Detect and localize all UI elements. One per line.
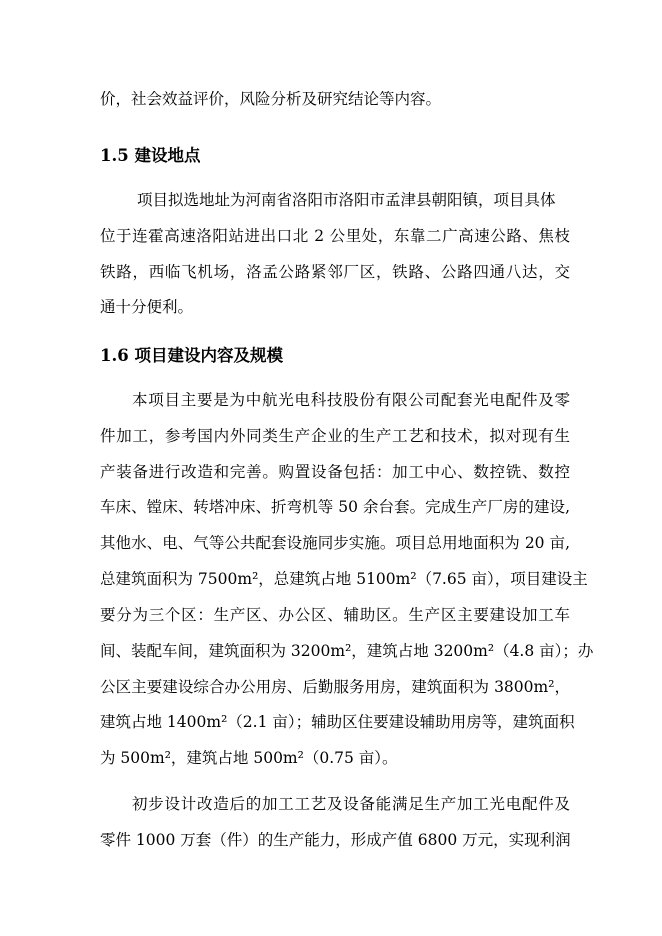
paragraph-line: 为 500m²，建筑占地 500m²（0.75 亩）。 [100,749,398,767]
paragraph-line: 产装备进行改造和完善。购置设备包括：加工中心、数控铣、数控 [100,463,570,481]
paragraph-line: 铁路，西临飞机场，洛孟公路紧邻厂区，铁路、公路四通八达，交 [100,263,570,281]
paragraph-line: 零件 1000 万套（件）的生产能力，形成产值 6800 万元，实现利润 [100,831,571,849]
paragraph-line: 间、装配车间，建筑面积为 3200m²，建筑占地 3200m²（4.8 亩）；办 [100,642,594,660]
paragraph-line: 其他水、电、气等公共配套设施同步实施。项目总用地面积为 20 亩, [100,534,570,552]
paragraph-line: 项目拟选地址为河南省洛阳市洛阳市孟津县朝阳镇，项目具体 [137,191,556,209]
paragraph-line: 价，社会效益评价，风险分析及研究结论等内容。 [100,90,442,108]
section-heading-1-5: 1.5 建设地点 [100,146,201,165]
paragraph-line: 公区主要建设综合办公用房、后勤服务用房，建筑面积为 3800m²， [100,678,570,696]
section-heading-1-6: 1.6 项目建设内容及规模 [100,346,283,365]
paragraph-line: 本项目主要是为中航光电科技股份有限公司配套光电配件及零 [132,391,570,409]
paragraph-line: 通十分便利。 [100,298,194,316]
paragraph-line: 车床、镗床、转塔冲床、折弯机等 50 余台套。完成生产厂房的建设, [100,498,570,516]
paragraph-line: 总建筑面积为 7500m²，总建筑占地 5100m²（7.65 亩），项目建设主 [100,570,588,588]
paragraph-line: 要分为三个区：生产区、办公区、辅助区。生产区主要建设加工车 [100,606,570,624]
paragraph-line: 件加工，参考国内外同类生产企业的生产工艺和技术，拟对现有生 [100,427,570,445]
paragraph-line: 位于连霍高速洛阳站进出口北 2 公里处，东靠二广高速公路、焦枝 [100,227,570,245]
paragraph-line: 初步设计改造后的加工工艺及设备能满足生产加工光电配件及 [132,795,570,813]
paragraph-line: 建筑占地 1400m²（2.1 亩）；辅助区住要建设辅助用房等，建筑面积 [100,713,575,731]
